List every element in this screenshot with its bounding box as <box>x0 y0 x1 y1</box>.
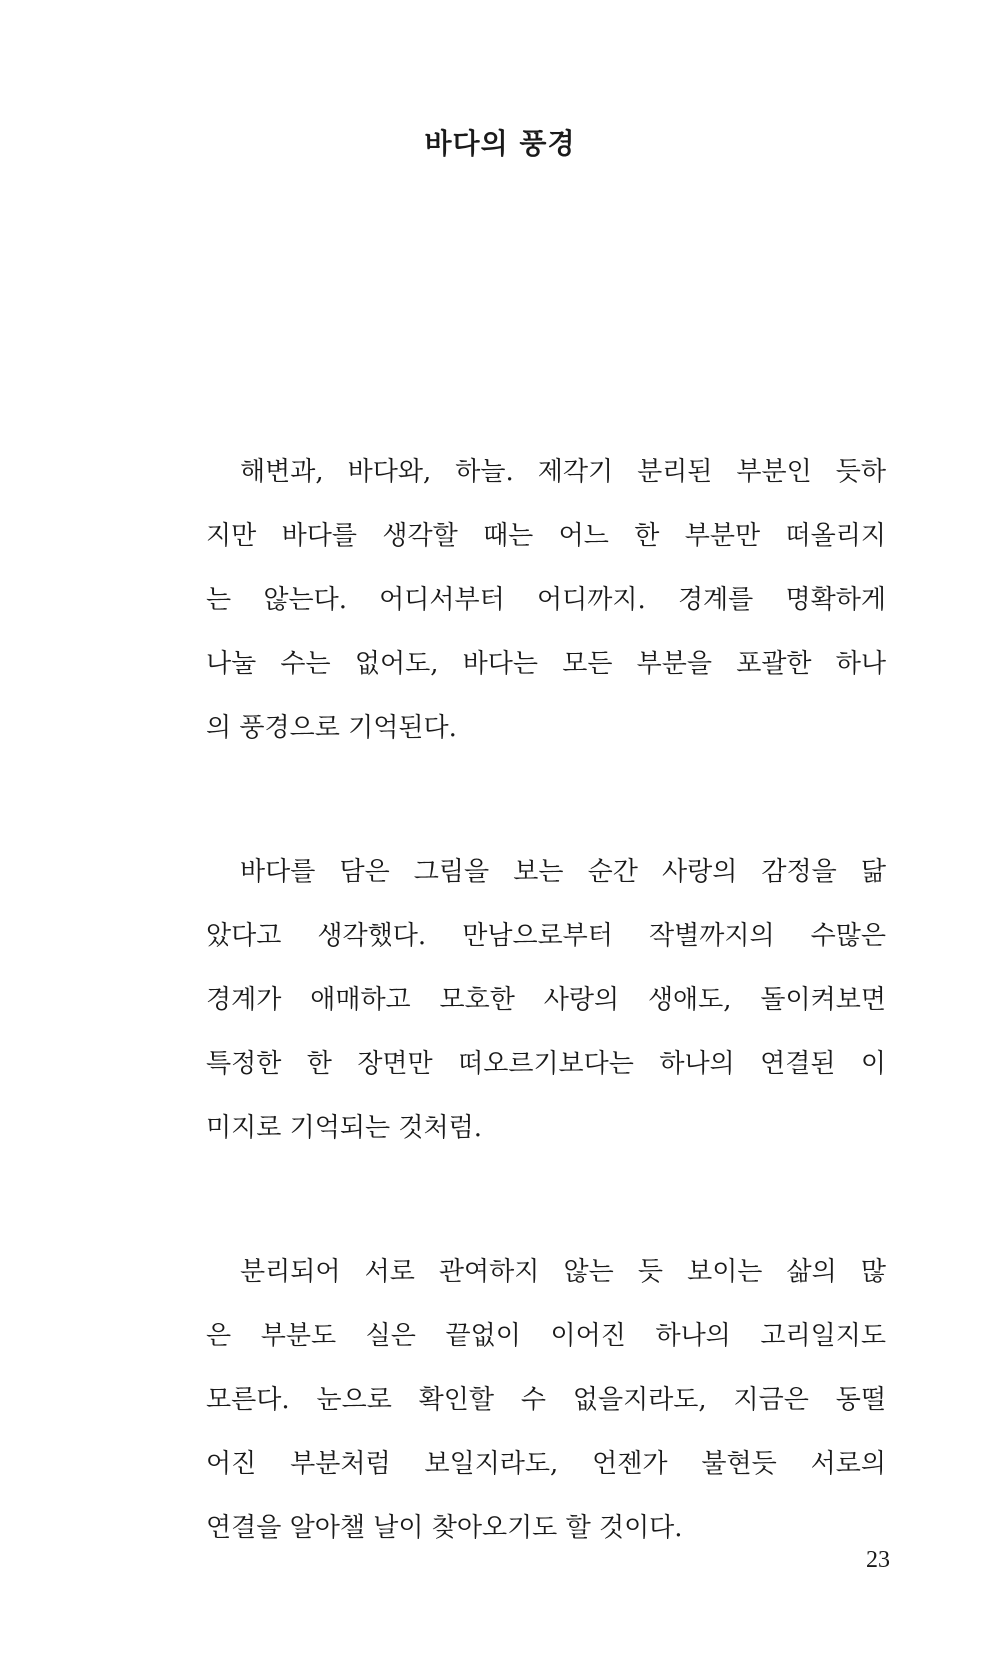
text-line: 경계가 애매하고 모호한 사랑의 생애도, 돌이켜보면 <box>206 985 886 1015</box>
text-line: 았다고 생각했다. 만남으로부터 작별까지의 수많은 <box>206 921 886 951</box>
text-line: 는 않는다. 어디서부터 어디까지. 경계를 명확하게 <box>206 585 886 615</box>
text-line: 분리되어 서로 관여하지 않는 듯 보이는 삶의 많 <box>240 1257 886 1287</box>
chapter-title: 바다의 풍경 <box>424 127 576 160</box>
text-line: 연결을 알아챌 날이 찾아오기도 할 것이다. <box>206 1513 683 1543</box>
paragraph-1 <box>206 440 886 760</box>
text-line: 어진 부분처럼 보일지라도, 언젠가 불현듯 서로의 <box>206 1449 886 1479</box>
text-line: 모른다. 눈으로 확인할 수 없을지라도, 지금은 동떨 <box>206 1385 886 1415</box>
text-line: 지만 바다를 생각할 때는 어느 한 부분만 떠올리지 <box>206 521 886 551</box>
body-text <box>206 440 886 1640</box>
text-line: 나눌 수는 없어도, 바다는 모든 부분을 포괄한 하나 <box>206 649 886 679</box>
text-line: 은 부분도 실은 끝없이 이어진 하나의 고리일지도 <box>206 1321 886 1351</box>
text-line: 바다를 담은 그림을 보는 순간 사랑의 감정을 닮 <box>240 857 886 887</box>
text-line: 해변과, 바다와, 하늘. 제각기 분리된 부분인 듯하 <box>240 457 886 487</box>
text-line: 특정한 한 장면만 떠오르기보다는 하나의 연결된 이 <box>206 1049 886 1079</box>
page-number: 23 <box>866 1547 890 1573</box>
paragraph-3 <box>206 1240 886 1560</box>
paragraph-2 <box>206 840 886 1160</box>
text-line: 미지로 기억되는 것처럼. <box>206 1113 482 1143</box>
text-line: 의 풍경으로 기억된다. <box>206 713 457 743</box>
